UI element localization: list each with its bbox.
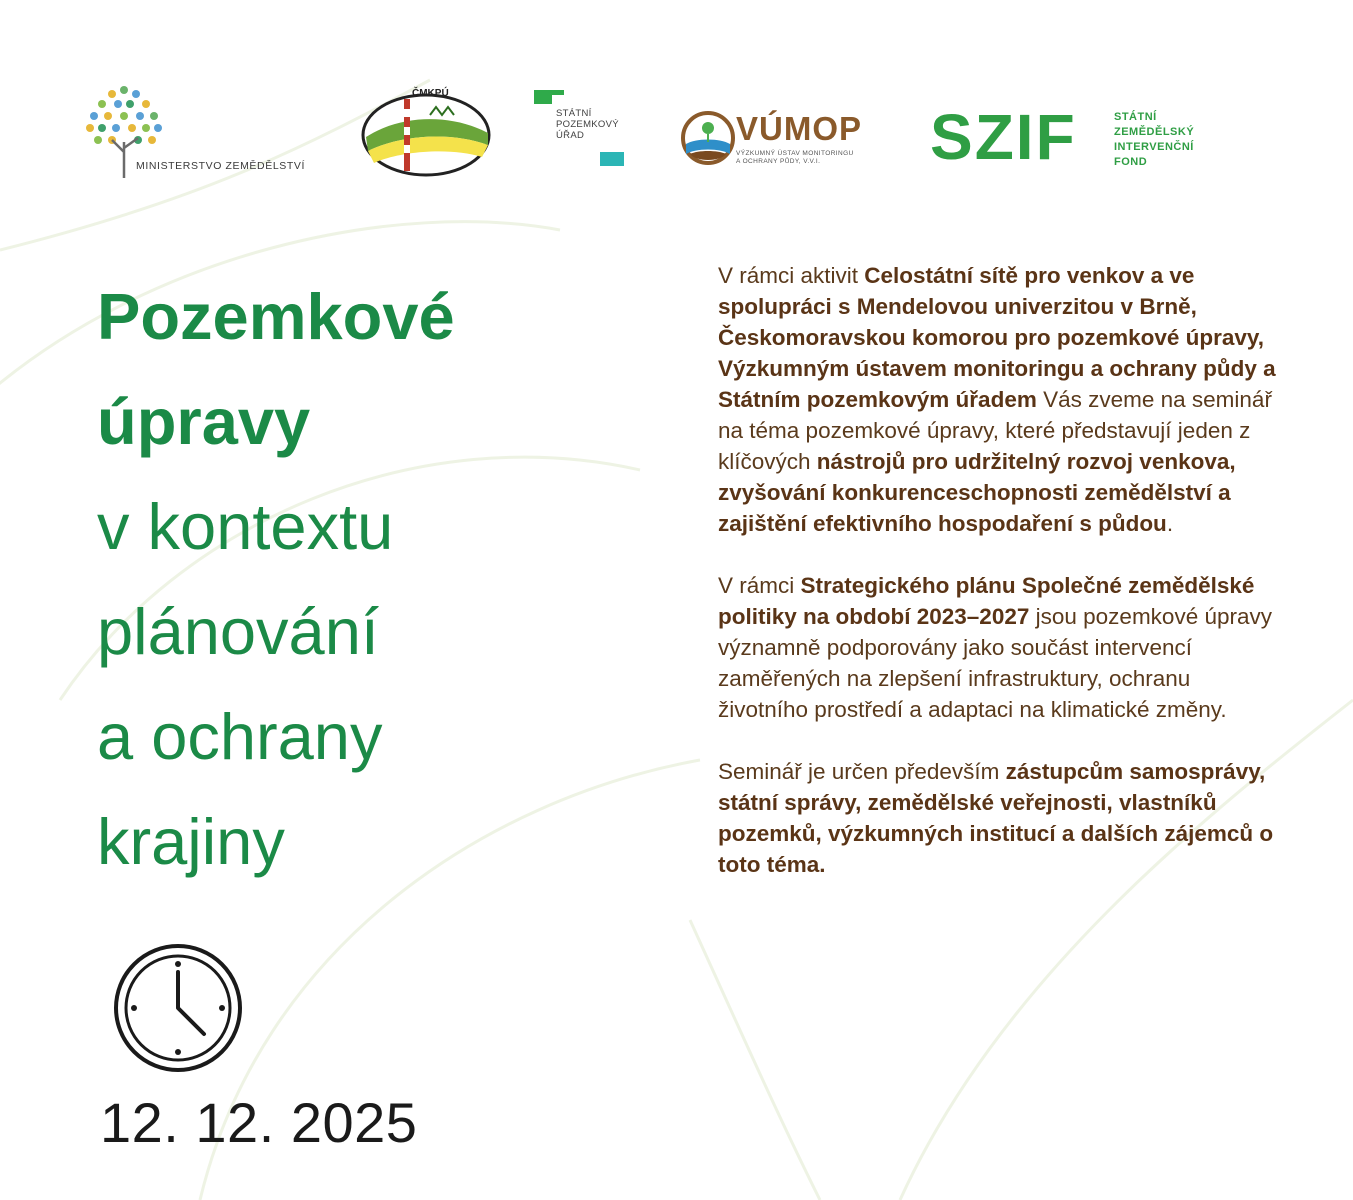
cmkpu-logo xyxy=(360,85,494,180)
paragraph xyxy=(718,756,1278,880)
bold-text-run: Celostátní sítě pro venkov a ve spolupráci s Mendelovou univerzitou v Brně, Českomoravskou komorou pro pozemkové úpravy, Výzkumným ústavem monitoringu a ochrany půdy a Státním pozemkovým úřadem xyxy=(718,263,1276,412)
bold-text-run: Strategického plánu Společné zemědělské politiky na období 2023–2027 xyxy=(718,573,1255,629)
cmkpu-emblem-icon xyxy=(360,85,494,180)
text-run: V rámci aktivit xyxy=(718,263,865,288)
text-run: V rámci xyxy=(718,573,801,598)
vumop-emblem-icon xyxy=(680,110,736,166)
text-run: Vás zveme na seminář na téma pozemkové úpravy, které představují jeden z klíčových xyxy=(718,387,1272,474)
bold-text-run: zástupcům samosprávy, státní správy, zemědělské veřejnosti, vlastníků pozemků, výzkumných institucí a dalších zájemců o toto téma. xyxy=(718,759,1274,877)
cmkpu-label: ČMKPÚ xyxy=(412,88,449,99)
spu-label: STÁTNÍ POZEMKOVÝ ÚŘAD xyxy=(556,108,619,141)
clock-icon xyxy=(112,942,244,1074)
statni-pozemkovy-urad-logo xyxy=(534,90,629,170)
vumop-subtitle: VÝZKUMNÝ ÚSTAV MONITORINGU A OCHRANY PŮDY, V.V.I. xyxy=(736,150,854,165)
text-run: jsou pozemkové úpravy významně podporovány jako součást intervencí zaměřených na zlepšení infrastruktury, ochranu životního prostředí a adaptaci na klimatické změny. xyxy=(718,604,1272,722)
title-line: úpravy xyxy=(97,385,311,458)
szif-logo xyxy=(930,101,1220,178)
szif-subtitle: STÁTNÍ ZEMĚDĚLSKÝ INTERVENČNÍ FOND xyxy=(1114,111,1195,168)
invitation-text xyxy=(718,260,1278,911)
spu-green-bar xyxy=(534,90,564,95)
szif-wordmark: SZIF xyxy=(930,101,1077,173)
title-line: v kontextu xyxy=(97,490,394,563)
text-run: Seminář je určen především xyxy=(718,759,1006,784)
partner-logos xyxy=(0,0,1353,200)
title-line: krajiny xyxy=(97,805,285,878)
vumop-wordmark: VÚMOP xyxy=(736,110,863,147)
title-line: Pozemkové xyxy=(97,280,455,353)
page-title xyxy=(97,264,455,894)
text-run: . xyxy=(1166,511,1174,536)
event-date: 12. 12. 2025 xyxy=(100,1091,418,1154)
title-line: plánování xyxy=(97,595,379,668)
bold-text-run: nástrojů pro udržitelný rozvoj venkova, zvyšování konkurenceschopnosti zemědělství a zajištění efektivního hospodaření s půdou xyxy=(718,449,1236,536)
spu-teal-mark-icon xyxy=(600,152,624,166)
ministerstvo-zemedelstvi-logo xyxy=(82,82,342,182)
paragraph xyxy=(718,570,1278,725)
mze-label: MINISTERSTVO ZEMĚDĚLSTVÍ xyxy=(136,160,306,172)
paragraph xyxy=(718,260,1278,539)
vumop-logo xyxy=(680,108,900,170)
title-line: a ochrany xyxy=(97,700,383,773)
